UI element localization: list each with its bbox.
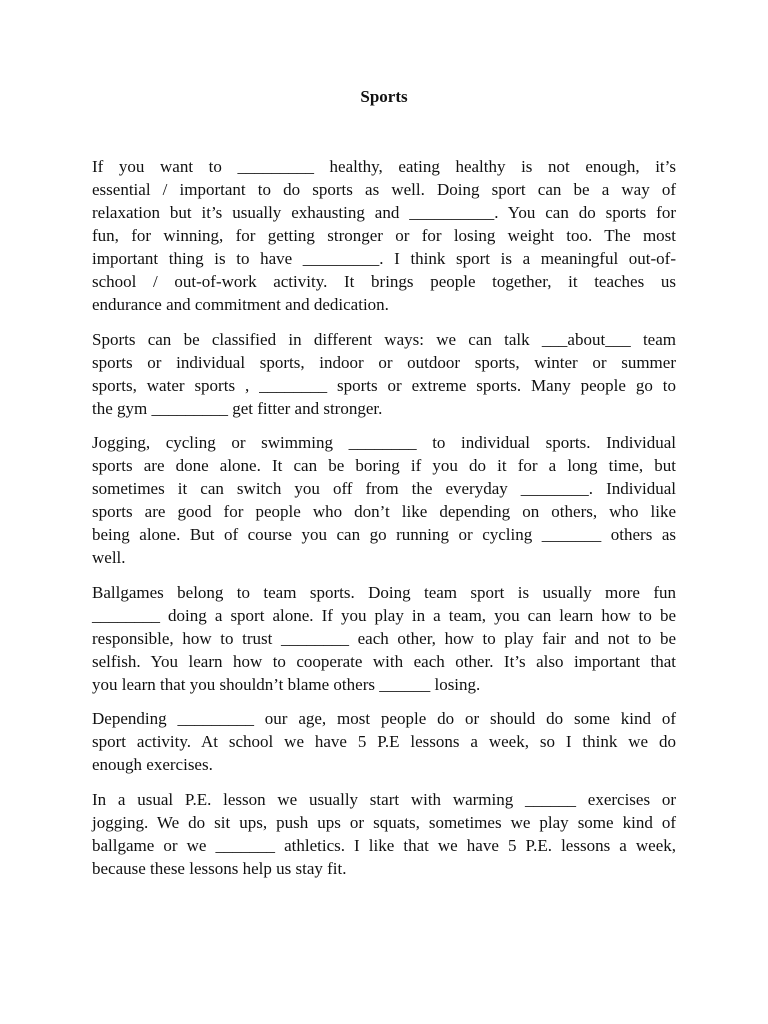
document-body bbox=[92, 155, 676, 891]
text-line: sports, water sports , ________ sports or extreme sports. Many people go to bbox=[92, 375, 676, 395]
text-line: sports are good for people who don’t like depending on others, who like bbox=[92, 502, 676, 521]
text-line: sport activity. At school we have 5 P.E lessons a week, so I think we do bbox=[92, 732, 676, 751]
text-line: Jogging, cycling or swimming ________ to individual sports. Individual bbox=[92, 433, 676, 452]
text-line: selfish. You learn how to cooperate with each other. It’s also important that bbox=[92, 651, 676, 671]
text-line: you learn that you shouldn’t blame others ______ losing. bbox=[92, 674, 481, 694]
paragraph-6 bbox=[92, 788, 676, 880]
text-line: sometimes it can switch you off from the everyday ________. Individual bbox=[92, 479, 676, 498]
text-line: school / out-of-work activity. It brings people together, it teaches us bbox=[92, 272, 676, 291]
text-line: responsible, how to trust ________ each other, how to play fair and not to be bbox=[92, 628, 676, 648]
text-line: ballgame or we _______ athletics. I like that we have 5 P.E. lessons a week, bbox=[92, 835, 676, 855]
text-line: Depending _________ our age, most people do or should do some kind of bbox=[92, 709, 676, 728]
text-line: In a usual P.E. lesson we usually start with warming ______ exercises or bbox=[92, 789, 676, 809]
paragraph-5 bbox=[92, 707, 676, 776]
paragraph-2 bbox=[92, 328, 676, 420]
paragraph-1 bbox=[92, 155, 676, 316]
page-title: Sports bbox=[360, 87, 408, 106]
text-line: relaxation but it’s usually exhausting and __________. You can do sports for bbox=[92, 203, 676, 222]
text-line: sports are done alone. It can be boring if you do it for a long time, but bbox=[92, 456, 676, 475]
text-line: important thing is to have _________. I think sport is a meaningful out-of- bbox=[92, 249, 676, 268]
text-line: jogging. We do sit ups, push ups or squats, sometimes we play some kind of bbox=[92, 812, 676, 832]
text-line: If you want to _________ healthy, eating healthy is not enough, it’s bbox=[92, 157, 676, 176]
text-line: the gym _________ get fitter and stronger. bbox=[92, 398, 383, 418]
text-line: being alone. But of course you can go running or cycling _______ others as bbox=[92, 525, 676, 544]
text-line: ________ doing a sport alone. If you play in a team, you can learn how to be bbox=[92, 605, 676, 625]
text-line: Sports can be classified in different ways: we can talk ___about___ team bbox=[92, 329, 676, 349]
text-line: endurance and commitment and dedication. bbox=[92, 295, 389, 314]
text-line: enough exercises. bbox=[92, 755, 213, 774]
text-line: Ballgames belong to team sports. Doing team sport is usually more fun bbox=[92, 582, 676, 602]
text-line: sports or individual sports, indoor or outdoor sports, winter or summer bbox=[92, 352, 676, 372]
text-line: well. bbox=[92, 548, 126, 567]
text-line: essential / important to do sports as well. Doing sport can be a way of bbox=[92, 180, 676, 199]
text-line: because these lessons help us stay fit. bbox=[92, 858, 347, 878]
paragraph-4 bbox=[92, 581, 676, 696]
text-line: fun, for winning, for getting stronger or for losing weight too. The most bbox=[92, 226, 676, 245]
paragraph-3 bbox=[92, 431, 676, 569]
